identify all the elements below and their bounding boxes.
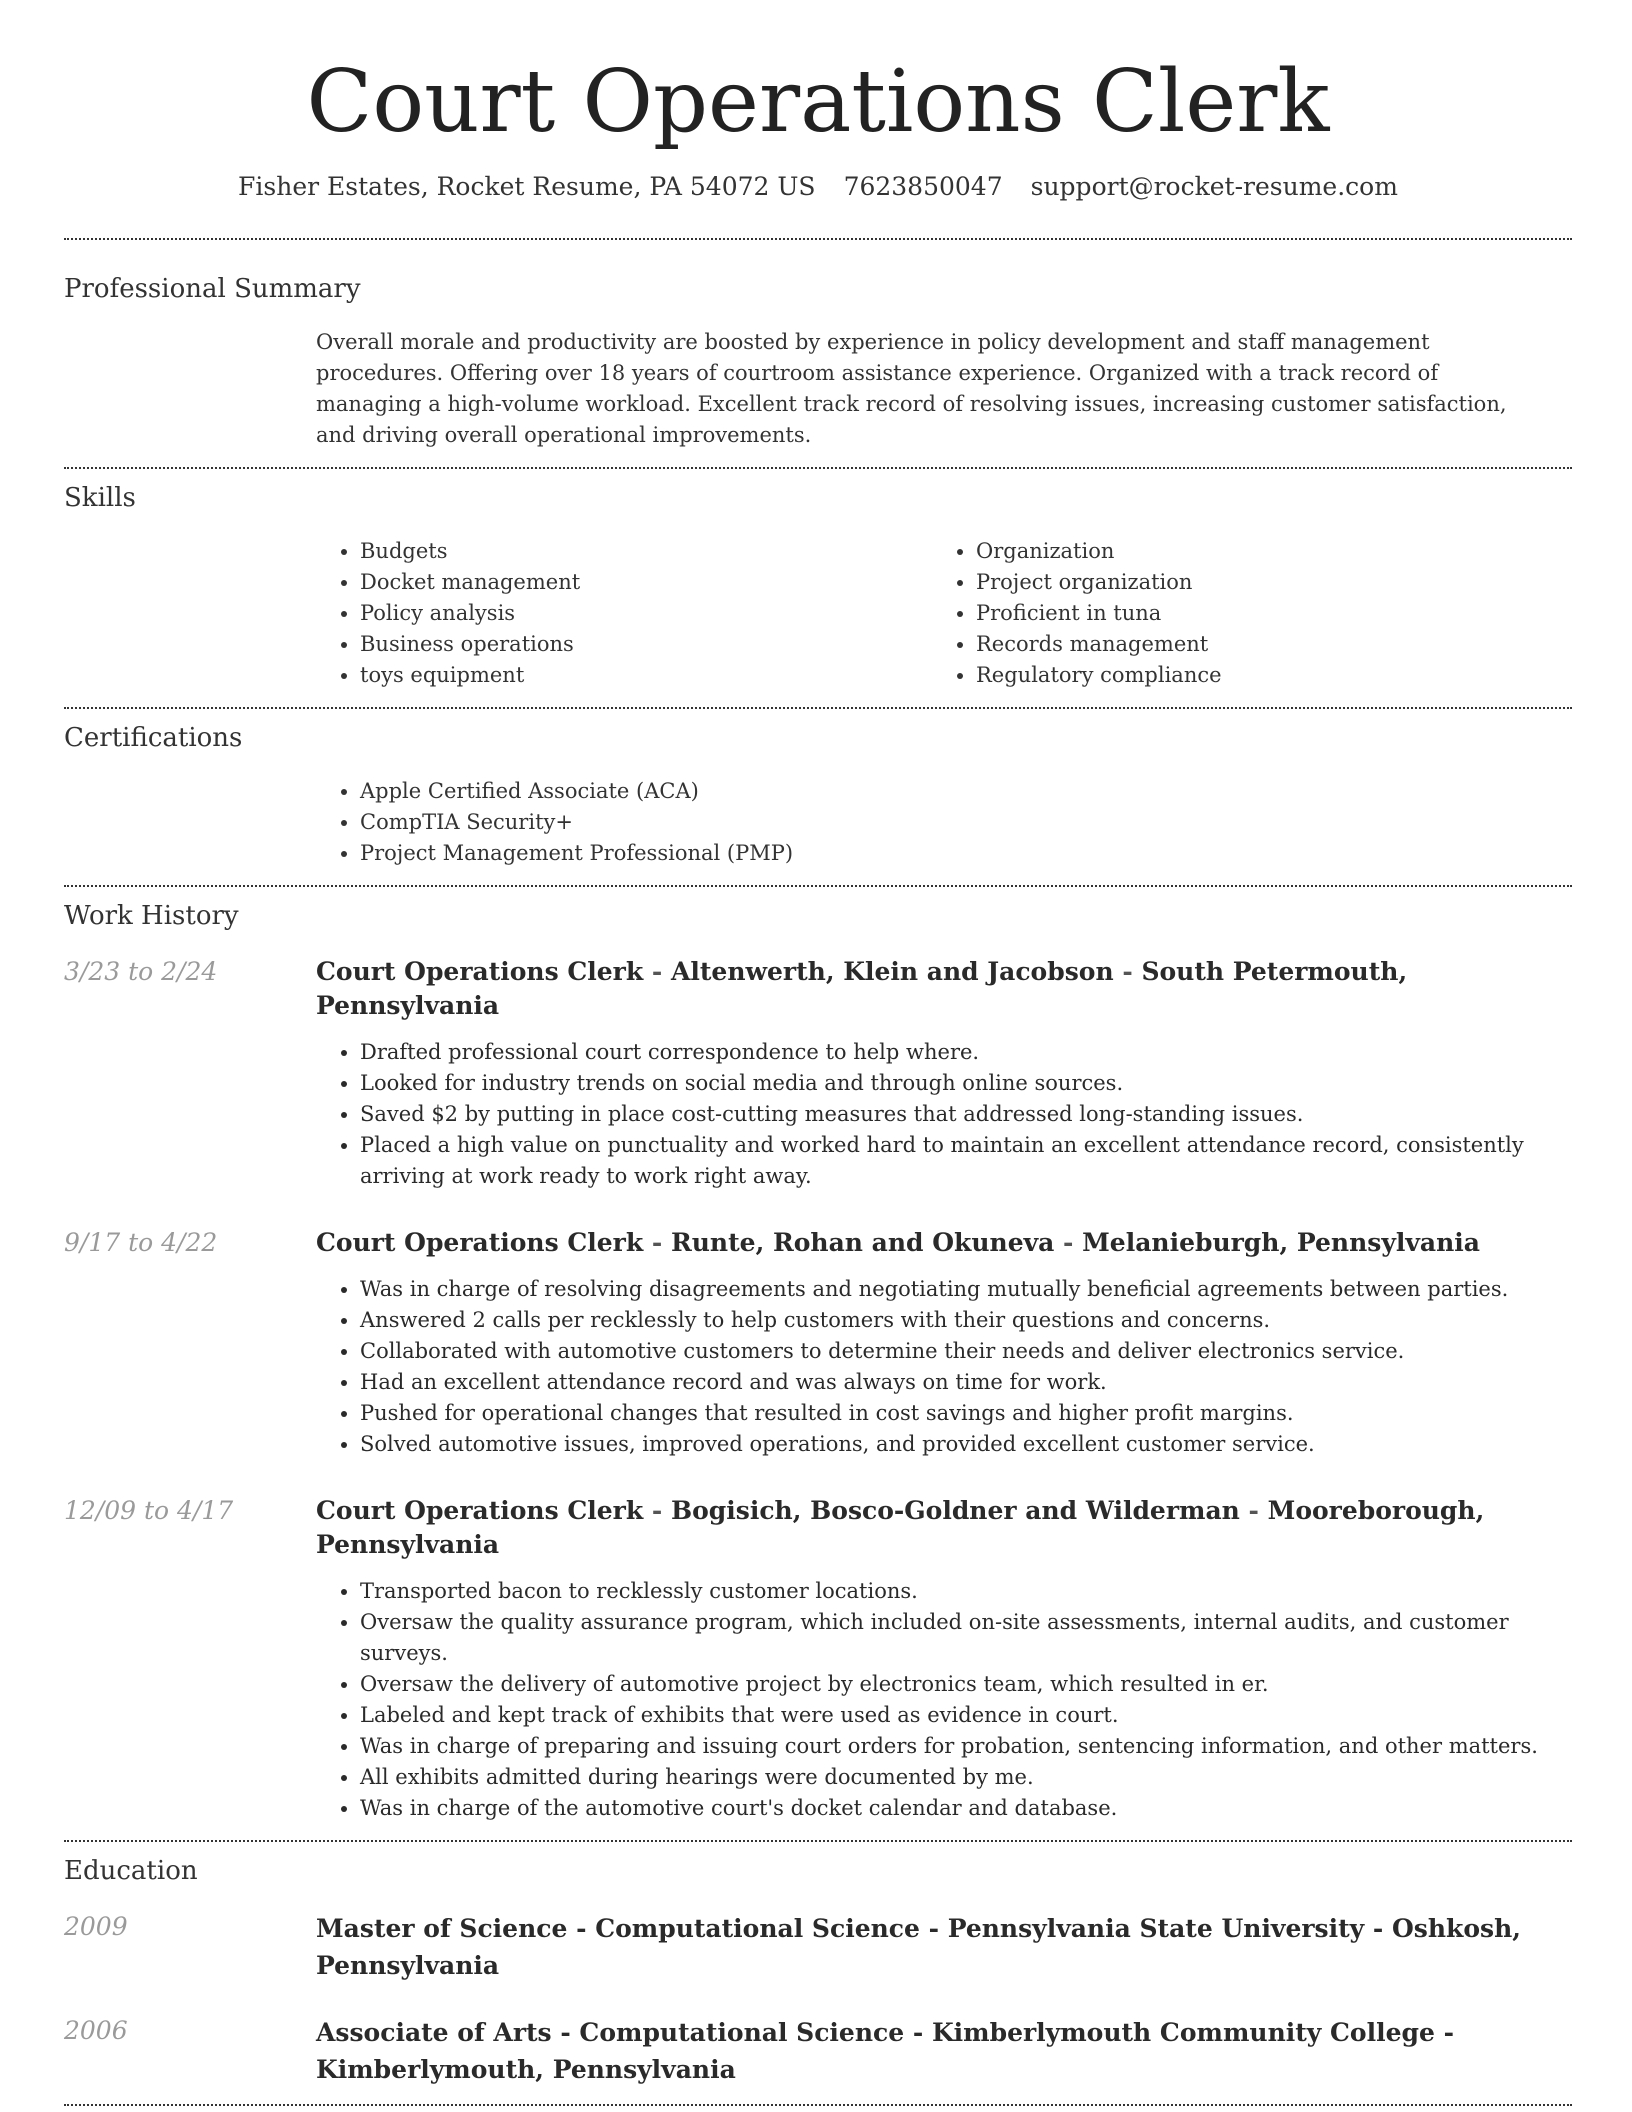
certification-item: • CompTIA Security+: [360, 807, 1572, 838]
job-bullet: • Was in charge of the automotive court's docket calendar and database.: [360, 1793, 1572, 1824]
skill-item: • Records management: [976, 629, 1548, 660]
job-bullet: • Saved $2 by putting in place cost-cutting measures that addressed long-standing issues.: [360, 1099, 1572, 1130]
education-entry: [64, 2014, 1572, 2088]
job-title: Court Operations Clerk: [316, 1228, 644, 1257]
job-bullet: • Had an excellent attendance record and was always on time for work.: [360, 1367, 1572, 1398]
job-bullet: • Labeled and kept track of exhibits that were used as evidence in court.: [360, 1700, 1572, 1731]
job-bullet: • Answered 2 calls per recklessly to help customers with their questions and concerns.: [360, 1305, 1572, 1336]
skill-item: • Organization: [976, 536, 1548, 567]
skill-item: • Proficient in tuna: [976, 598, 1548, 629]
job-bullet: • Oversaw the delivery of automotive project by electronics team, which resulted in er.: [360, 1669, 1572, 1700]
skills-column-right: [932, 536, 1548, 691]
job-dates: 3/23 to 2/24: [64, 957, 218, 986]
certification-item: • Project Management Professional (PMP): [360, 838, 1572, 869]
skills-column-left: [316, 536, 932, 691]
job-title: Court Operations Clerk: [316, 957, 644, 986]
job-location: Mooreborough, Pennsylvania: [316, 1496, 1485, 1559]
education-location: Kimberlymouth, Pennsylvania: [316, 2055, 736, 2084]
education-degree: Associate of Arts: [316, 2018, 552, 2047]
skill-item: • Regulatory compliance: [976, 660, 1548, 691]
job-employer: Runte, Rohan and Okuneva: [670, 1228, 1055, 1257]
education-heading: Master of Science - Computational Science - Pennsylvania State University - Oshkosh, Pennsylvania: [316, 1914, 1521, 1980]
job-heading: Court Operations Clerk - Runte, Rohan and Okuneva - Melanieburgh, Pennsylvania: [316, 1228, 1480, 1257]
job-employer: Altenwerth, Klein and Jacobson: [670, 957, 1114, 986]
education-school: Kimberlymouth Community College: [931, 2018, 1435, 2047]
contact-email: support@rocket-resume.com: [1030, 172, 1398, 201]
job-dates: 12/09 to 4/17: [64, 1496, 234, 1525]
education-section: [64, 1842, 1572, 2088]
education-heading: Associate of Arts - Computational Science - Kimberlymouth Community College - Kimberlymouth, Pennsylvania: [316, 2018, 1454, 2084]
job-location: South Petermouth, Pennsylvania: [316, 957, 1408, 1020]
job-location: Melanieburgh, Pennsylvania: [1082, 1228, 1480, 1257]
skill-item: • Project organization: [976, 567, 1548, 598]
summary-text: Overall morale and productivity are boosted by experience in policy development and staff management procedures. Offering over 18 years of courtroom assistance experience. Organized with a track record of managing a high-volume workload. Excellent track record of resolving issues, increasing customer satisfaction, and driving overall operational improvements.: [316, 330, 1507, 447]
job-bullet: • Pushed for operational changes that resulted in cost savings and higher profit margins.: [360, 1398, 1572, 1429]
contact-line: [64, 170, 1572, 204]
contact-address: Fisher Estates, Rocket Resume, PA 54072 US: [238, 172, 816, 201]
summary-title: Professional Summary: [64, 274, 361, 304]
job-bullet: • Was in charge of resolving disagreements and negotiating mutually beneficial agreements between parties.: [360, 1274, 1572, 1305]
certifications-title: Certifications: [64, 723, 243, 753]
contact-phone: 7623850047: [843, 172, 1003, 201]
skill-item: • Docket management: [360, 567, 932, 598]
job-bullet: • Solved automotive issues, improved operations, and provided excellent customer service.: [360, 1429, 1572, 1460]
work-history-title: Work History: [64, 901, 239, 931]
education-degree: Master of Science: [316, 1914, 568, 1943]
education-title: Education: [64, 1856, 198, 1886]
job-employer: Bogisich, Bosco-Goldner and Wilderman: [670, 1496, 1240, 1525]
job-heading: Court Operations Clerk - Bogisich, Bosco-Goldner and Wilderman - Mooreborough, Pennsylvania: [316, 1496, 1485, 1559]
education-entry: [64, 1910, 1572, 1984]
job-bullet: • Collaborated with automotive customers to determine their needs and deliver electronics service.: [360, 1336, 1572, 1367]
skill-item: • Policy analysis: [360, 598, 932, 629]
job-entry: [64, 1494, 1572, 1824]
education-location: Oshkosh, Pennsylvania: [316, 1914, 1521, 1980]
resume-page: [64, 0, 1572, 2106]
job-heading: Court Operations Clerk - Altenwerth, Klein and Jacobson - South Petermouth, Pennsylvania: [316, 957, 1408, 1020]
education-year: 2009: [64, 1912, 128, 1941]
candidate-name: Court Operations Clerk: [306, 52, 1330, 152]
job-entry: [64, 1226, 1572, 1460]
divider: [64, 2104, 1572, 2106]
job-bullet: • Placed a high value on punctuality and worked hard to maintain an excellent attendance record, consistently arriving at work ready to work right away.: [360, 1130, 1572, 1192]
job-dates: 9/17 to 4/22: [64, 1228, 218, 1257]
job-title: Court Operations Clerk: [316, 1496, 644, 1525]
education-year: 2006: [64, 2016, 128, 2045]
job-bullet: • Looked for industry trends on social media and through online sources.: [360, 1068, 1572, 1099]
work-history-section: [64, 887, 1572, 1824]
certification-item: • Apple Certified Associate (ACA): [360, 776, 1572, 807]
job-bullet: • Was in charge of preparing and issuing court orders for probation, sentencing information, and other matters.: [360, 1731, 1572, 1762]
skills-section: [64, 469, 1572, 691]
skills-title: Skills: [64, 483, 136, 513]
summary-section: [64, 240, 1572, 451]
skill-item: • toys equipment: [360, 660, 932, 691]
job-bullet: • All exhibits admitted during hearings were documented by me.: [360, 1762, 1572, 1793]
certifications-section: [64, 709, 1572, 869]
job-entry: [64, 955, 1572, 1192]
job-bullet: • Oversaw the quality assurance program, which included on-site assessments, internal audits, and customer surveys.: [360, 1607, 1572, 1669]
skill-item: • Business operations: [360, 629, 932, 660]
job-bullet: • Drafted professional court correspondence to help where.: [360, 1037, 1572, 1068]
education-field: Computational Science: [595, 1914, 920, 1943]
education-field: Computational Science: [579, 2018, 905, 2047]
education-school: Pennsylvania State University: [947, 1914, 1365, 1943]
skill-item: • Budgets: [360, 536, 932, 567]
job-bullet: • Transported bacon to recklessly customer locations.: [360, 1576, 1572, 1607]
